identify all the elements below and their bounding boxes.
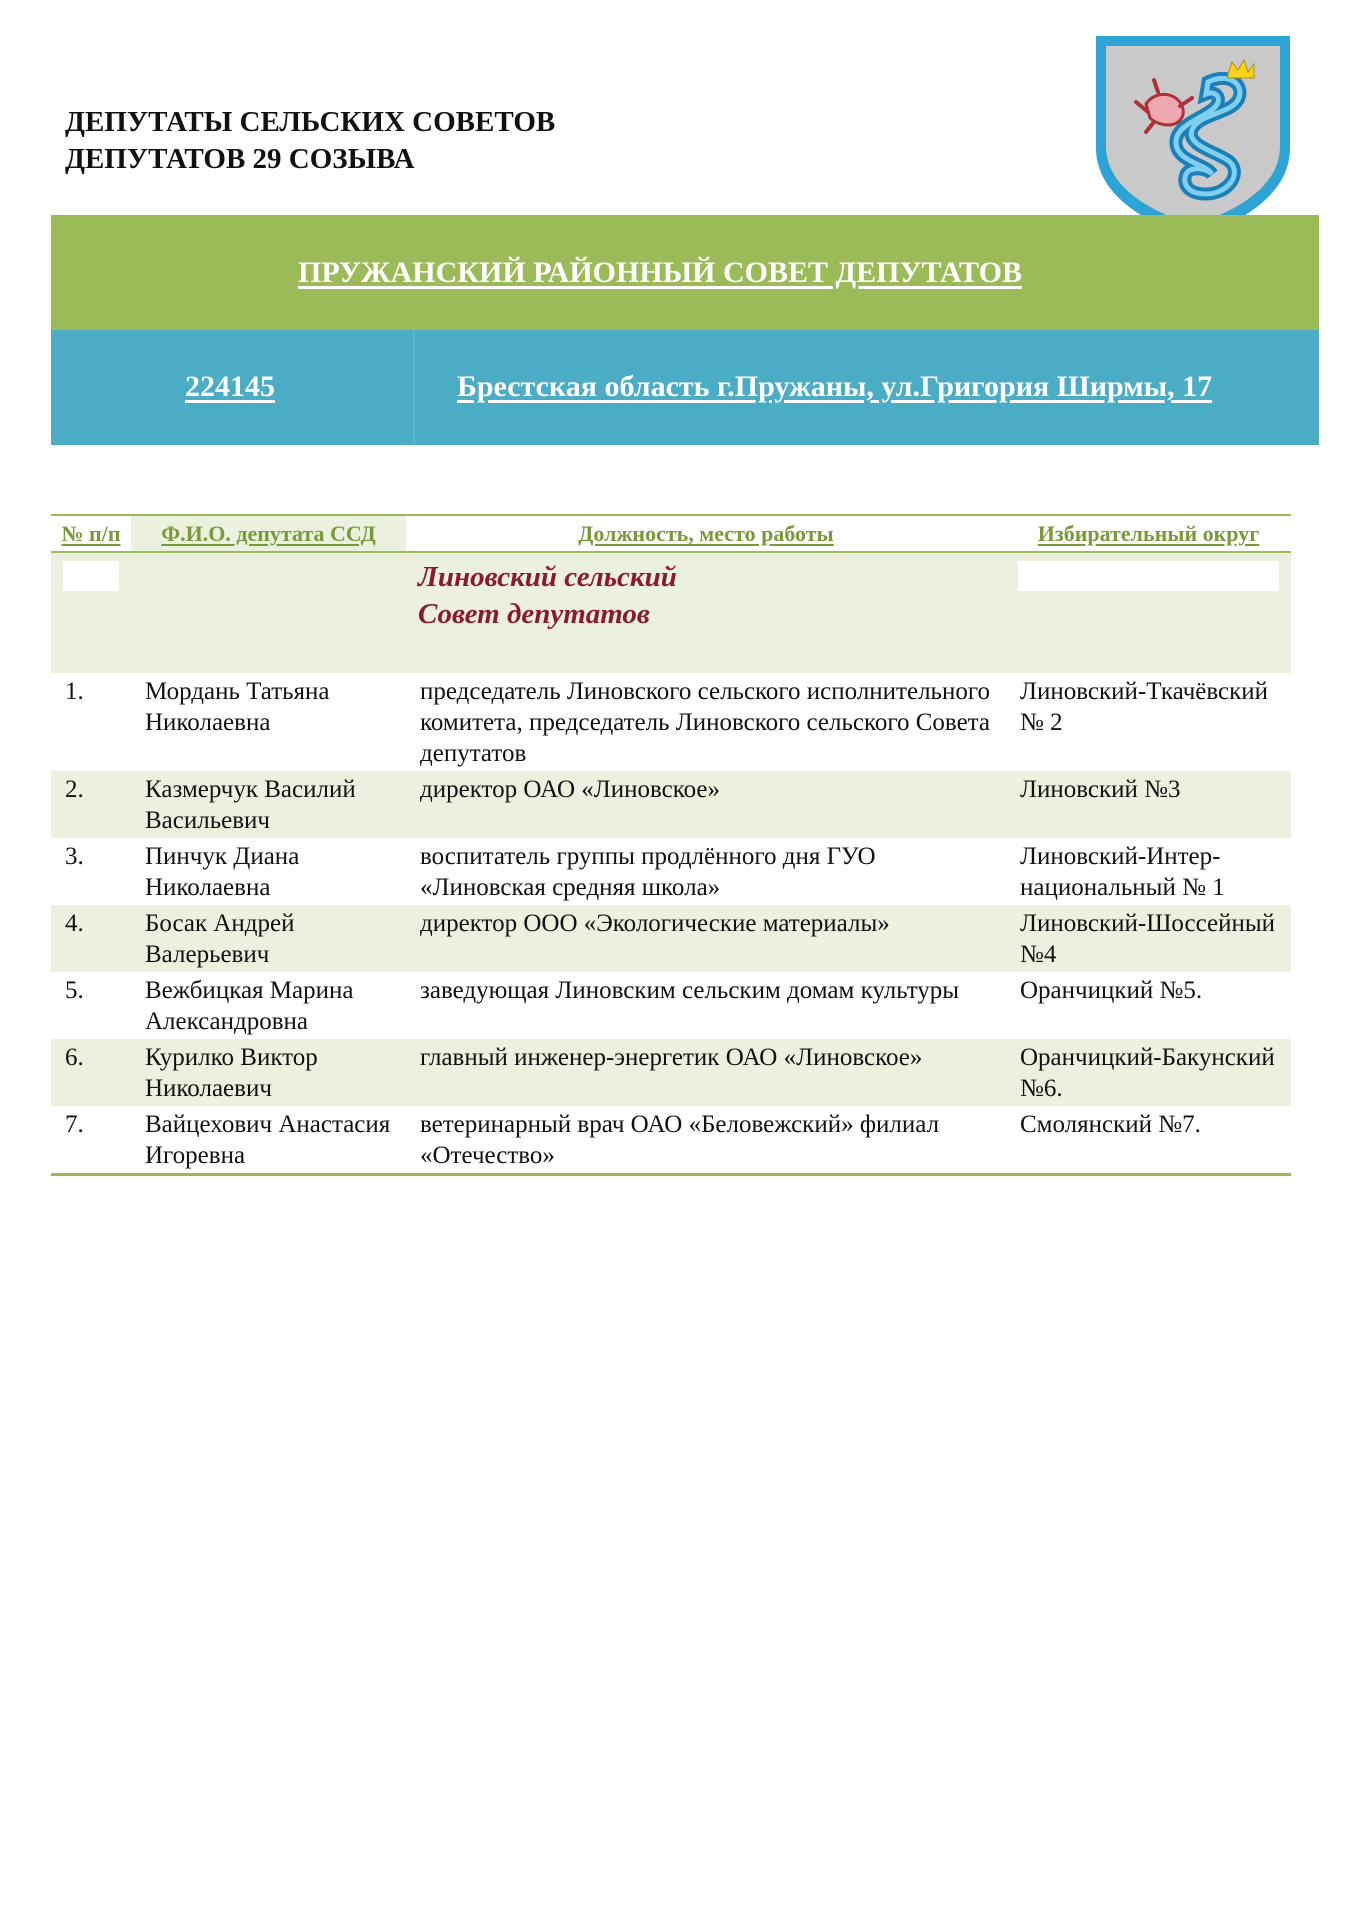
band-divider — [413, 330, 415, 445]
council-name: ПРУЖАНСКИЙ РАЙОННЫЙ СОВЕТ ДЕПУТАТОВ — [298, 255, 1022, 289]
row-district: Линовский-Шоссейный №4 — [1006, 905, 1291, 972]
row-name: Казмерчук Василий Васильевич — [131, 771, 406, 838]
row-position: председатель Линовского сельского исполнительного комитета, председатель Линовского сельского Совета депутатов — [406, 673, 1006, 771]
row-num: 6. — [51, 1039, 131, 1106]
table-header-row — [51, 515, 1291, 552]
council-zip: 224145 — [185, 370, 275, 403]
row-position: главный инженер-энергетик ОАО «Линовское» — [406, 1039, 1006, 1106]
header-name: Ф.И.О. депутата ССД — [131, 515, 406, 552]
title-line-2: ДЕПУТАТОВ 29 СОЗЫВА — [65, 143, 415, 175]
row-name: Вежбицкая Марина Александровна — [131, 972, 406, 1039]
row-district: Оранчицкий-Бакунский №6. — [1006, 1039, 1291, 1106]
row-num: 7. — [51, 1106, 131, 1175]
row-num: 5. — [51, 972, 131, 1039]
row-num: 4. — [51, 905, 131, 972]
row-name: Курилко Виктор Николаевич — [131, 1039, 406, 1106]
table-row — [51, 972, 1291, 1039]
section-title — [418, 559, 994, 633]
header-district: Избирательный округ — [1006, 515, 1291, 552]
coat-of-arms-icon — [1088, 28, 1298, 244]
row-position: директор ООО «Экологические материалы» — [406, 905, 1006, 972]
row-name: Пинчук Диана Николаевна — [131, 838, 406, 905]
section-row — [51, 552, 1291, 673]
title-line-1: ДЕПУТАТЫ СЕЛЬСКИХ СОВЕТОВ — [65, 106, 556, 138]
table-row — [51, 1106, 1291, 1175]
row-num: 2. — [51, 771, 131, 838]
row-num: 3. — [51, 838, 131, 905]
table-row — [51, 771, 1291, 838]
section-title-line-1: Линовский сельский — [418, 561, 677, 593]
header-num: № п/п — [51, 515, 131, 552]
table-row — [51, 838, 1291, 905]
council-name-band — [51, 215, 1319, 330]
header-position: Должность, место работы — [406, 515, 1006, 552]
row-num: 1. — [51, 673, 131, 771]
row-position: директор ОАО «Линовское» — [406, 771, 1006, 838]
row-position: ветеринарный врач ОАО «Беловежский» филиал «Отечество» — [406, 1106, 1006, 1175]
blank-box — [1018, 561, 1279, 591]
council-address-band — [51, 330, 1319, 445]
row-district: Линовский №3 — [1006, 771, 1291, 838]
row-district: Линовский-Интер-национальный № 1 — [1006, 838, 1291, 905]
table-row — [51, 1039, 1291, 1106]
council-address: Брестская область г.Пружаны, ул.Григория Ширмы, 17 — [457, 370, 1213, 403]
blank-box — [63, 561, 119, 591]
row-name: Вайцехович Анастасия Игоревна — [131, 1106, 406, 1175]
table-row — [51, 673, 1291, 771]
section-title-line-2: Совет депутатов — [418, 598, 650, 630]
row-name: Мордань Татьяна Николаевна — [131, 673, 406, 771]
row-name: Босак Андрей Валерьевич — [131, 905, 406, 972]
row-district: Оранчицкий №5. — [1006, 972, 1291, 1039]
deputies-table — [51, 514, 1291, 1176]
row-district: Линовский-Ткачёвский № 2 — [1006, 673, 1291, 771]
row-position: воспитатель группы продлённого дня ГУО «Линовская средняя школа» — [406, 838, 1006, 905]
row-position: заведующая Линовским сельским домам культуры — [406, 972, 1006, 1039]
row-district: Смолянский №7. — [1006, 1106, 1291, 1175]
document-title — [65, 104, 555, 178]
table-row — [51, 905, 1291, 972]
